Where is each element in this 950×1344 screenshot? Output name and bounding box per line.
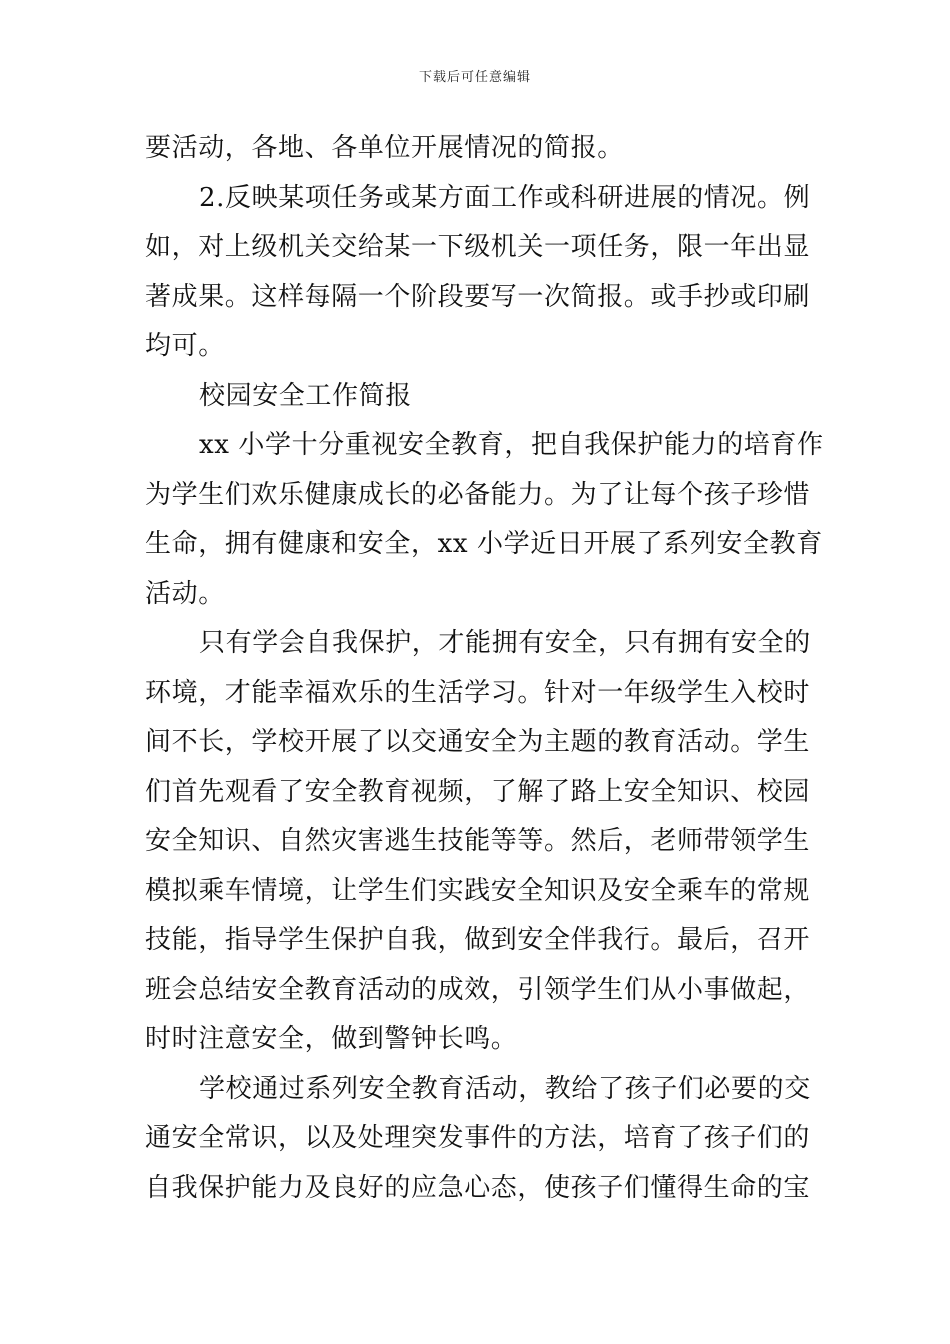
text-line: 学校通过系列安全教育活动，教给了孩子们必要的交 xyxy=(199,1073,811,1104)
text-line: 如，对上级机关交给某一下级机关一项任务，限一年出显 xyxy=(145,232,811,262)
text-line: 生命，拥有健康和安全，xx 小学近日开展了系列安全教育 xyxy=(145,529,823,559)
text-line: 自我保护能力及良好的应急心态，使孩子们懂得生命的宝 xyxy=(145,1172,811,1203)
text-line: 安全知识、自然灾害逃生技能等等。然后，老师带领学生 xyxy=(145,826,811,856)
text-line: 间不长，学校开展了以交通安全为主题的教育活动。学生 xyxy=(145,727,811,757)
text-line: 要活动，各地、各单位开展情况的简报。 xyxy=(145,133,624,163)
text-line: 们首先观看了安全教育视频，了解了路上安全知识、校园 xyxy=(145,776,811,807)
text-line: 均可。 xyxy=(145,331,225,361)
text-line: 通安全常识，以及处理突发事件的方法，培育了孩子们的 xyxy=(145,1123,811,1153)
text-line: xx 小学十分重视安全教育，把自我保护能力的培育作 xyxy=(199,430,824,460)
text-line: 模拟乘车情境，让学生们实践安全知识及安全乘车的常规 xyxy=(145,875,811,906)
text-line: 为学生们欢乐健康成长的必备能力。为了让每个孩子珍惜 xyxy=(145,479,811,510)
text-line: 2.反映某项任务或某方面工作或科研进展的情况。例 xyxy=(199,182,811,213)
page-header-note: 下载后可任意编辑 xyxy=(418,70,531,85)
text-line: 只有学会自我保护，才能拥有安全，只有拥有安全的 xyxy=(199,628,811,658)
section-title: 校园安全工作简报 xyxy=(199,380,412,411)
text-line: 环境，才能幸福欢乐的生活学习。针对一年级学生入校时 xyxy=(145,677,811,708)
document-body xyxy=(145,124,824,1213)
text-line: 活动。 xyxy=(145,578,225,609)
text-line: 班会总结安全教育活动的成效，引领学生们从小事做起， xyxy=(145,974,811,1005)
text-line: 著成果。这样每隔一个阶段要写一次简报。或手抄或印刷 xyxy=(145,281,811,312)
text-line: 技能，指导学生保护自我，做到安全伴我行。最后，召开 xyxy=(145,925,811,955)
text-line: 时时注意安全，做到警钟长鸣。 xyxy=(145,1024,518,1054)
